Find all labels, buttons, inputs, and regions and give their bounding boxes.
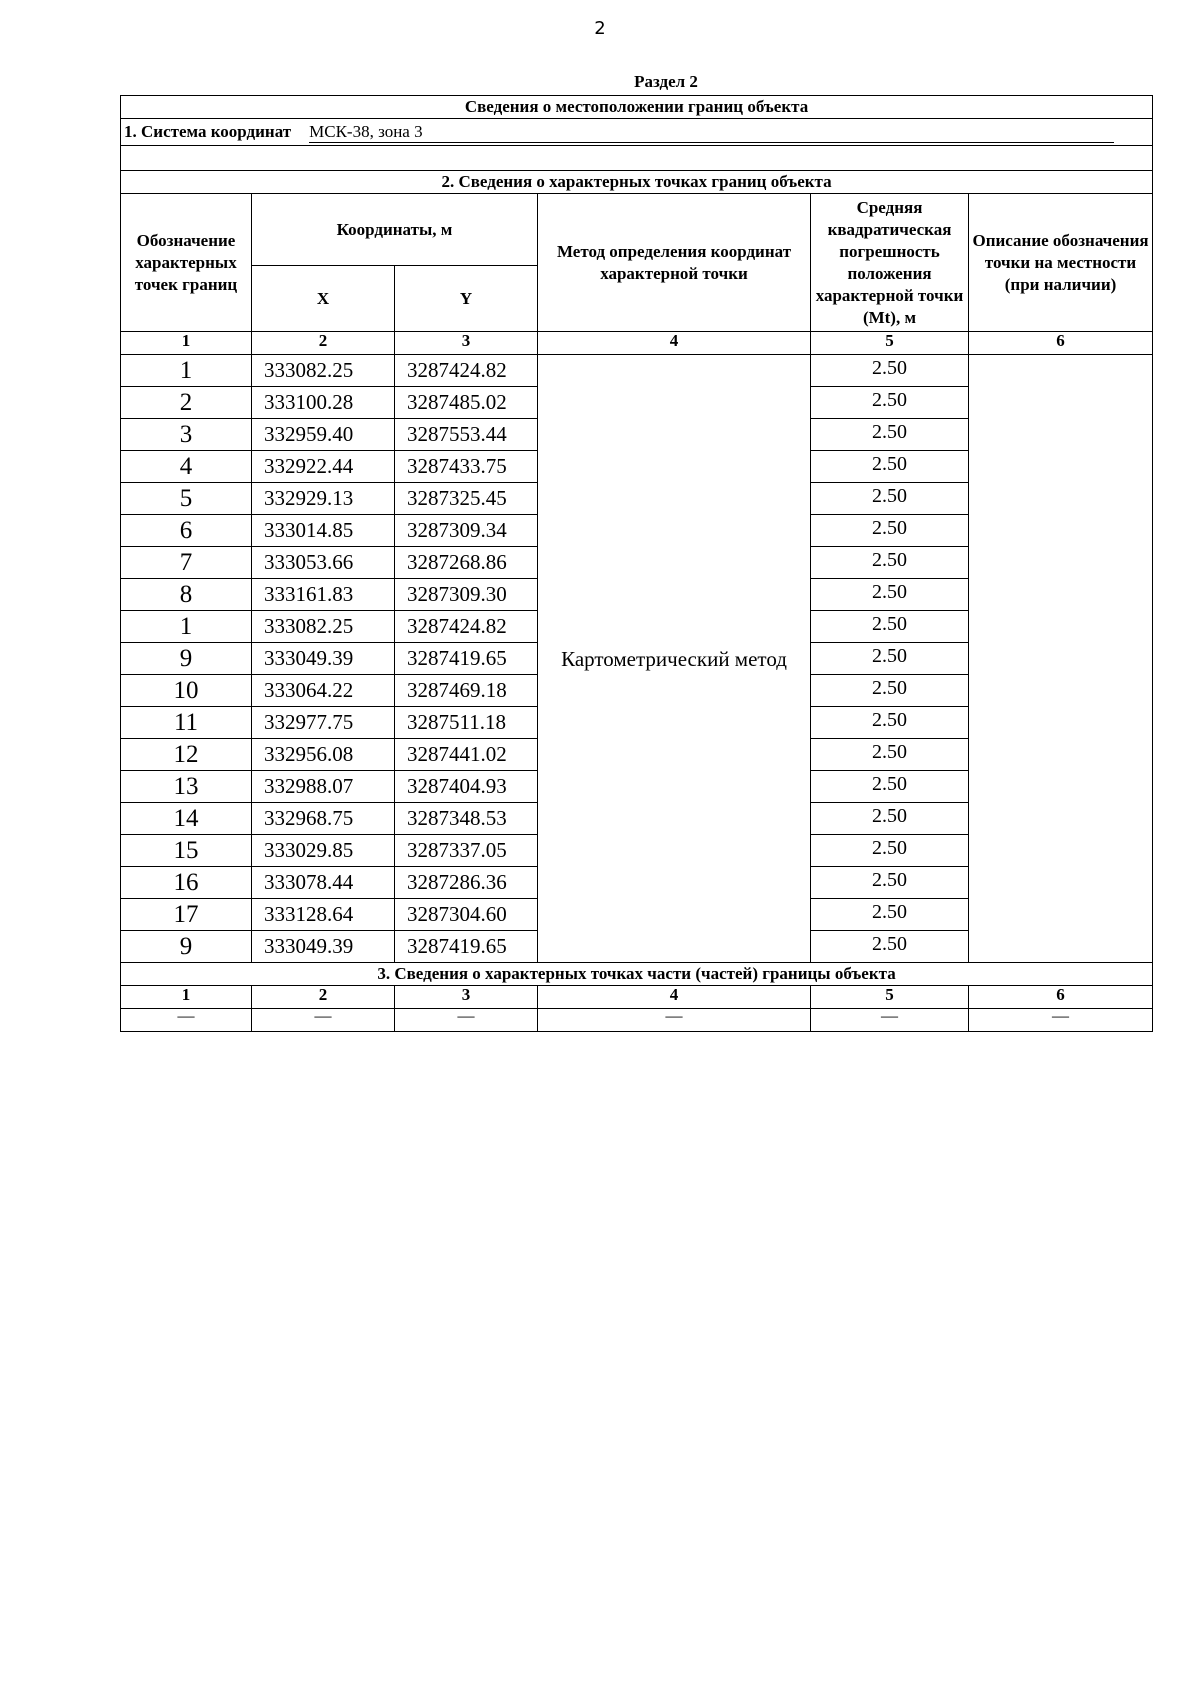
header-designation: Обозначение характерных точек границ: [121, 194, 252, 332]
x-coordinate: 332922.44: [252, 451, 395, 483]
y-coordinate: 3287337.05: [395, 835, 538, 867]
point-number: 16: [121, 867, 252, 899]
error-value: 2.50: [811, 803, 969, 835]
header-coordinates: Координаты, м: [252, 194, 538, 266]
point-number: 8: [121, 579, 252, 611]
header-y: Y: [395, 266, 538, 332]
header-error: Средняя квадратическая погрешность положения характерной точки (Mt), м: [811, 194, 969, 332]
y-coordinate: 3287553.44: [395, 419, 538, 451]
x-coordinate: 333049.39: [252, 643, 395, 675]
y-coordinate: 3287348.53: [395, 803, 538, 835]
error-value: 2.50: [811, 579, 969, 611]
col-number: 6: [969, 332, 1153, 355]
y-coordinate: 3287404.93: [395, 771, 538, 803]
table-row: [121, 355, 1153, 387]
y-coordinate: 3287325.45: [395, 483, 538, 515]
x-coordinate: 333049.39: [252, 931, 395, 963]
point-number: 11: [121, 707, 252, 739]
header-x: X: [252, 266, 395, 332]
header-method: Метод определения координат характерной точки: [538, 194, 811, 332]
col-number: 4: [538, 986, 811, 1009]
col-number: 4: [538, 332, 811, 355]
page-number: 2: [594, 18, 606, 39]
error-value: 2.50: [811, 419, 969, 451]
point-number: 9: [121, 931, 252, 963]
error-value: 2.50: [811, 867, 969, 899]
x-coordinate: 332959.40: [252, 419, 395, 451]
parts-section-title: 3. Сведения о характерных точках части (частей) границы объекта: [121, 963, 1153, 986]
point-number: 17: [121, 899, 252, 931]
error-value: 2.50: [811, 611, 969, 643]
coord-system-value: МСК-38, зона 3: [309, 122, 1114, 143]
error-value: 2.50: [811, 899, 969, 931]
x-coordinate: 332929.13: [252, 483, 395, 515]
col-number: 5: [811, 986, 969, 1009]
col-number: 1: [121, 332, 252, 355]
point-number: 4: [121, 451, 252, 483]
x-coordinate: 333161.83: [252, 579, 395, 611]
y-coordinate: 3287268.86: [395, 547, 538, 579]
x-coordinate: 333029.85: [252, 835, 395, 867]
error-value: 2.50: [811, 675, 969, 707]
points-section-title: 2. Сведения о характерных точках границ объекта: [121, 171, 1153, 194]
dash-cell: —: [811, 1009, 969, 1032]
x-coordinate: 333078.44: [252, 867, 395, 899]
col-number: 5: [811, 332, 969, 355]
col-number: 3: [395, 986, 538, 1009]
header-description: Описание обозначения точки на местности (при наличии): [969, 194, 1153, 332]
x-coordinate: 333082.25: [252, 355, 395, 387]
y-coordinate: 3287419.65: [395, 931, 538, 963]
point-number: 6: [121, 515, 252, 547]
error-value: 2.50: [811, 739, 969, 771]
blank-row: [121, 146, 1153, 171]
dash-cell: —: [395, 1009, 538, 1032]
x-coordinate: 333100.28: [252, 387, 395, 419]
error-value: 2.50: [811, 931, 969, 963]
point-number: 14: [121, 803, 252, 835]
point-number: 10: [121, 675, 252, 707]
error-value: 2.50: [811, 707, 969, 739]
y-coordinate: 3287424.82: [395, 355, 538, 387]
document-body: [120, 95, 1152, 1032]
boundary-table: [120, 95, 1153, 1032]
x-coordinate: 333082.25: [252, 611, 395, 643]
point-number: 1: [121, 355, 252, 387]
point-number: 2: [121, 387, 252, 419]
y-coordinate: 3287286.36: [395, 867, 538, 899]
dash-cell: —: [969, 1009, 1153, 1032]
dash-cell: —: [121, 1009, 252, 1032]
parts-empty-row: [121, 1009, 1153, 1032]
y-coordinate: 3287511.18: [395, 707, 538, 739]
method-cell: Картометрический метод: [538, 355, 811, 963]
y-coordinate: 3287485.02: [395, 387, 538, 419]
description-cell: [969, 355, 1153, 963]
error-value: 2.50: [811, 387, 969, 419]
x-coordinate: 333053.66: [252, 547, 395, 579]
y-coordinate: 3287304.60: [395, 899, 538, 931]
error-value: 2.50: [811, 547, 969, 579]
col-number: 6: [969, 986, 1153, 1009]
error-value: 2.50: [811, 483, 969, 515]
point-number: 15: [121, 835, 252, 867]
point-number: 5: [121, 483, 252, 515]
x-coordinate: 333014.85: [252, 515, 395, 547]
y-coordinate: 3287469.18: [395, 675, 538, 707]
error-value: 2.50: [811, 515, 969, 547]
point-number: 13: [121, 771, 252, 803]
parts-column-number-row: [121, 986, 1153, 1009]
y-coordinate: 3287441.02: [395, 739, 538, 771]
y-coordinate: 3287433.75: [395, 451, 538, 483]
x-coordinate: 333128.64: [252, 899, 395, 931]
error-value: 2.50: [811, 355, 969, 387]
col-number: 2: [252, 986, 395, 1009]
dash-cell: —: [538, 1009, 811, 1032]
error-value: 2.50: [811, 835, 969, 867]
point-number: 3: [121, 419, 252, 451]
x-coordinate: 332988.07: [252, 771, 395, 803]
error-value: 2.50: [811, 771, 969, 803]
section-title: Раздел 2: [634, 72, 698, 91]
x-coordinate: 332956.08: [252, 739, 395, 771]
error-value: 2.50: [811, 451, 969, 483]
point-number: 12: [121, 739, 252, 771]
y-coordinate: 3287309.34: [395, 515, 538, 547]
col-number: 3: [395, 332, 538, 355]
point-number: 7: [121, 547, 252, 579]
coord-system-row: [121, 119, 1153, 146]
point-number: 9: [121, 643, 252, 675]
coord-system-label: 1. Система координат: [124, 121, 292, 141]
x-coordinate: 332977.75: [252, 707, 395, 739]
x-coordinate: 332968.75: [252, 803, 395, 835]
dash-cell: —: [252, 1009, 395, 1032]
y-coordinate: 3287309.30: [395, 579, 538, 611]
y-coordinate: 3287419.65: [395, 643, 538, 675]
point-number: 1: [121, 611, 252, 643]
column-number-row: [121, 332, 1153, 355]
location-section-title: Сведения о местоположении границ объекта: [121, 96, 1153, 119]
y-coordinate: 3287424.82: [395, 611, 538, 643]
x-coordinate: 333064.22: [252, 675, 395, 707]
col-number: 2: [252, 332, 395, 355]
col-number: 1: [121, 986, 252, 1009]
error-value: 2.50: [811, 643, 969, 675]
